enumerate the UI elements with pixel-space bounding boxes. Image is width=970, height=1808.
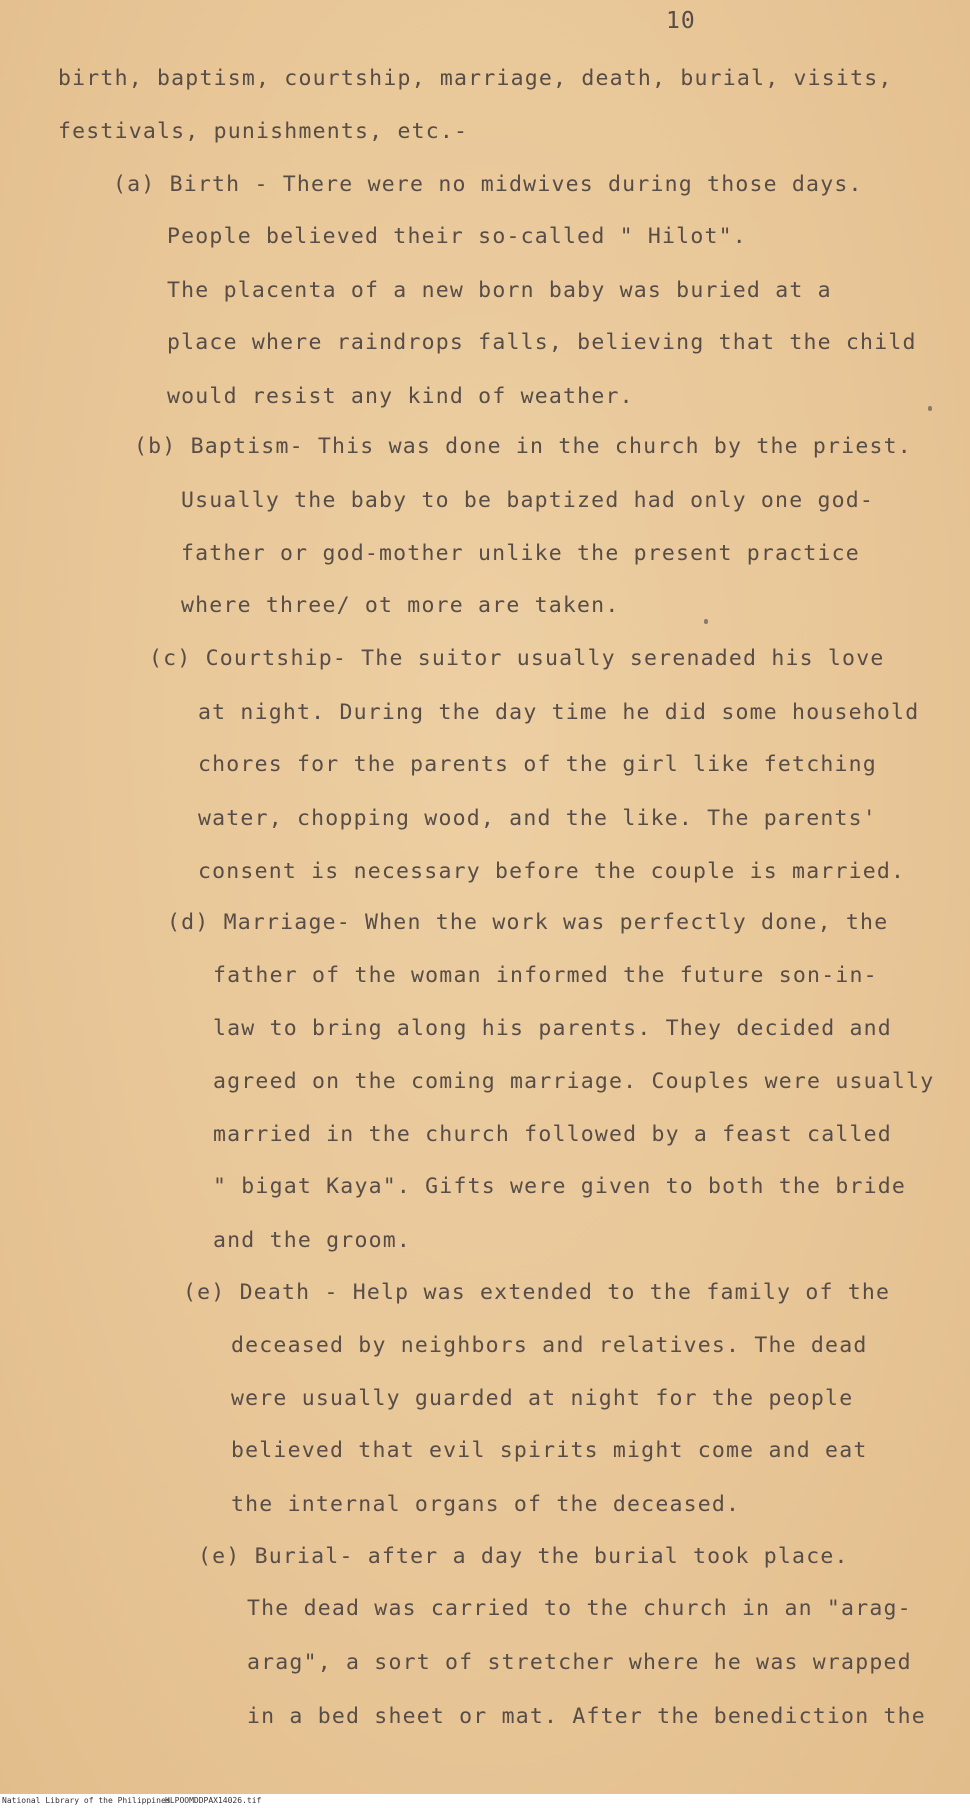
text-line: arag", a sort of stretcher where he was wrapped xyxy=(247,1650,912,1675)
scan-footer xyxy=(0,1794,970,1808)
page-number: 10 xyxy=(666,8,696,34)
text-line: in a bed sheet or mat. After the benediction the xyxy=(247,1704,926,1729)
text-line: birth, baptism, courtship, marriage, death, burial, visits, xyxy=(58,66,893,91)
footer-file: HLPOOMDDPAX14026.tif xyxy=(165,1796,262,1805)
text-line: married in the church followed by a feast called xyxy=(213,1122,892,1147)
text-line: water, chopping wood, and the like. The parents' xyxy=(198,806,877,831)
text-line: at night. During the day time he did some household xyxy=(198,700,920,725)
text-line: (e) Burial- after a day the burial took place. xyxy=(198,1544,849,1569)
text-line: the internal organs of the deceased. xyxy=(231,1492,741,1517)
text-line: The dead was carried to the church in an "arag- xyxy=(247,1596,912,1621)
text-line: Usually the baby to be baptized had only one god- xyxy=(181,488,875,513)
text-line: The placenta of a new born baby was buried at a xyxy=(167,278,832,303)
text-line: deceased by neighbors and relatives. The dead xyxy=(231,1333,868,1358)
text-line: chores for the parents of the girl like fetching xyxy=(198,752,877,777)
text-line: (a) Birth - There were no midwives during those days. xyxy=(113,172,863,197)
text-line: (e) Death - Help was extended to the family of the xyxy=(183,1280,891,1305)
text-line: (c) Courtship- The suitor usually serenaded his love xyxy=(149,646,885,671)
text-line: where three/ ot more are taken. xyxy=(181,593,620,618)
text-line: (d) Marriage- When the work was perfectly done, the xyxy=(167,910,889,935)
ink-speck xyxy=(704,619,708,624)
text-line: father of the woman informed the future son-in- xyxy=(213,963,878,988)
text-line: People believed their so-called " Hilot". xyxy=(167,224,747,249)
text-line: law to bring along his parents. They decided and xyxy=(213,1016,892,1041)
text-line: father or god-mother unlike the present practice xyxy=(181,541,860,566)
text-line: would resist any kind of weather. xyxy=(167,384,634,409)
text-line: were usually guarded at night for the people xyxy=(231,1386,854,1411)
text-line: and the groom. xyxy=(213,1228,412,1253)
text-line: " bigat Kaya". Gifts were given to both the bride xyxy=(213,1174,907,1199)
ink-speck xyxy=(928,406,932,411)
text-line: festivals, punishments, etc.- xyxy=(58,119,469,144)
text-line: consent is necessary before the couple is married. xyxy=(198,859,906,884)
text-line: (b) Baptism- This was done in the church by the priest. xyxy=(134,434,912,459)
footer-library: National Library of the Philippines xyxy=(2,1796,171,1805)
text-line: place where raindrops falls, believing that the child xyxy=(167,330,917,355)
text-line: believed that evil spirits might come and eat xyxy=(231,1438,868,1463)
text-line: agreed on the coming marriage. Couples were usually xyxy=(213,1069,935,1094)
